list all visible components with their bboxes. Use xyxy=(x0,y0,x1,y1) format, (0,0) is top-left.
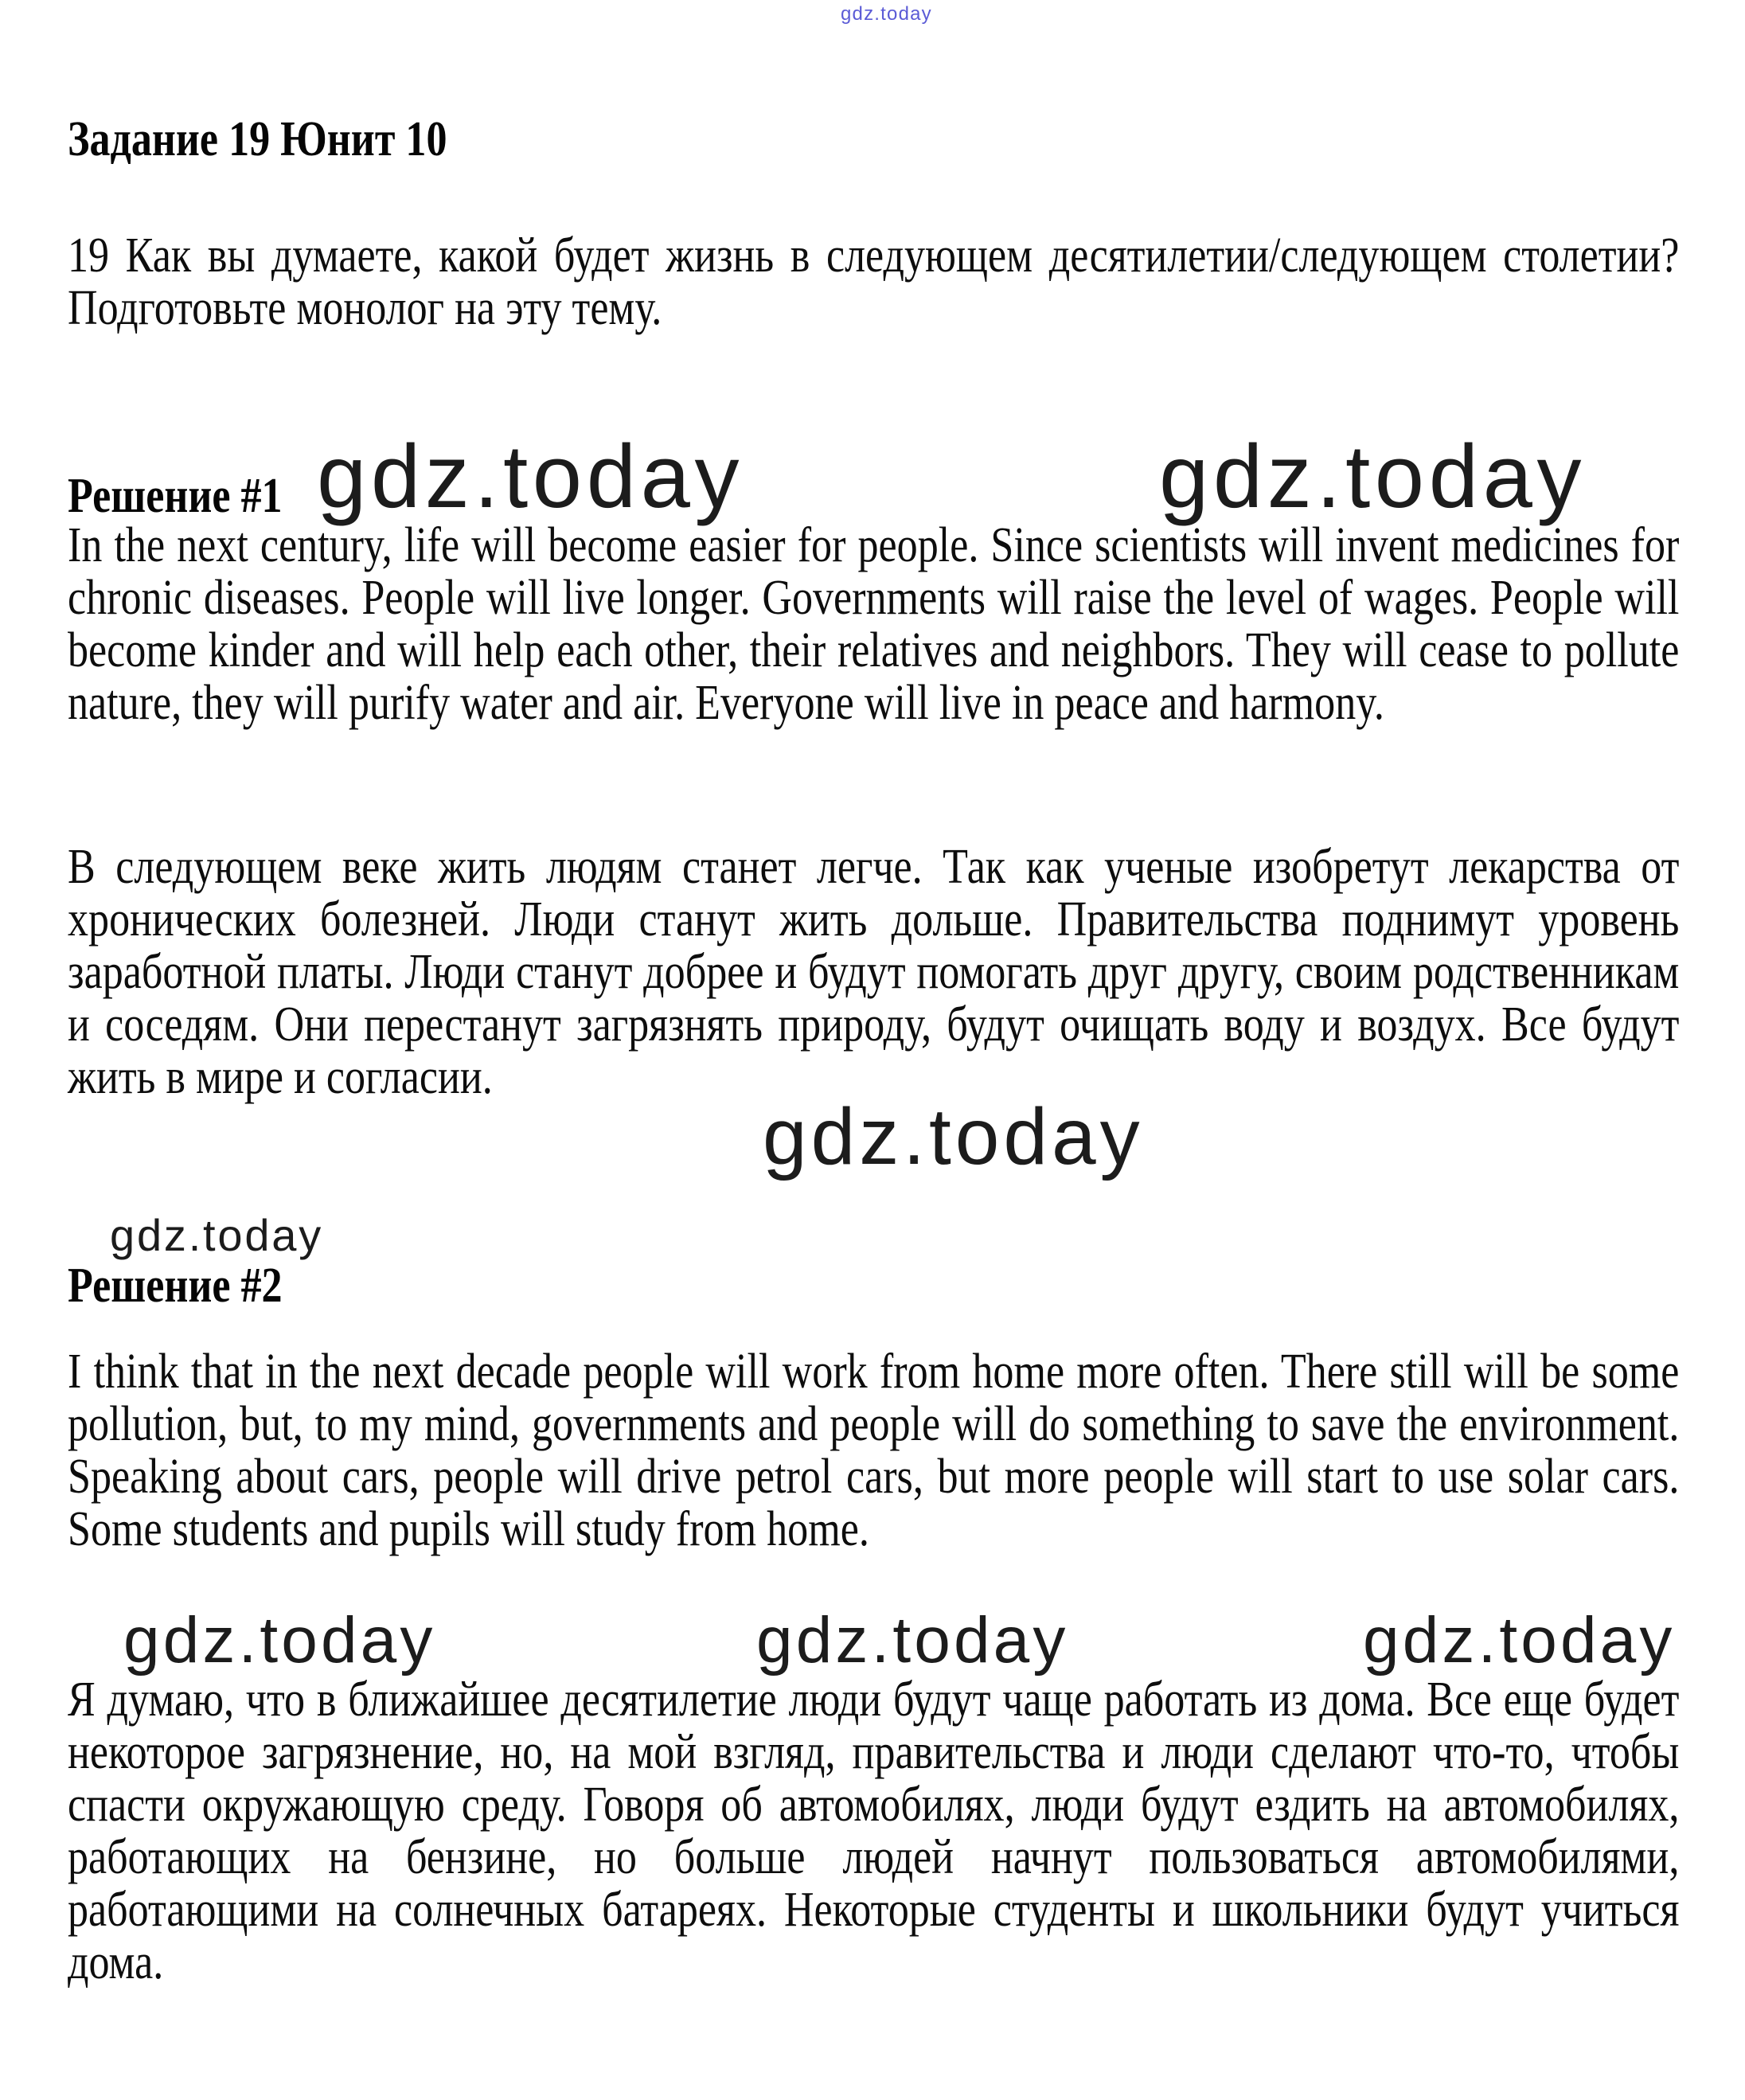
solution-1-russian-paragraph: В следующем веке жить людям станет легче. Так как ученые изобретут лекарства от хронических болезней. Люди станут жить дольше. Правительства поднимут уровень заработной платы. Люди станут добрее и будут помогать друг другу, своим родственникам и соседям. Они перестанут загрязнять природу, будут очищать воду и воздух. Все будут жить в мире и согласии. xyxy=(68,840,1680,1104)
gdz-watermark-row-center: gdz.today xyxy=(756,1604,1069,1676)
task-text: 19 Как вы думаете, какой будет жизнь в следующем десятилетии/следующем столетии? Подготовьте монолог на эту тему. xyxy=(68,228,1680,335)
gdz-watermark-large-left: gdz.today xyxy=(317,427,744,526)
gdz-watermark-small: gdz.today xyxy=(110,1210,324,1260)
solution-1-label: Решение #1 xyxy=(68,469,283,523)
page-title: Задание 19 Юнит 10 xyxy=(68,112,447,166)
solution-2-russian-paragraph: Я думаю, что в ближайшее десятилетие люди будут чаще работать из дома. Все еще будет некоторое загрязнение, но, на мой взгляд, правительства и люди сделают что-то, чтобы спасти окружающую среду. Говоря об автомобилях, люди будут ездить на автомобилях, работающих на бензине, но больше людей начнут пользоваться автомобилями, работающими на солнечных батареях. Некоторые студенты и школьники будут учиться дома. xyxy=(68,1673,1680,1989)
gdz-watermark-center: gdz.today xyxy=(763,1092,1144,1181)
solution-2-english-paragraph: I think that in the next decade people will work from home more often. There still will be some pollution, but, to my mind, governments and people will do something to save the environment. Speaking about cars, people will drive petrol cars, but more people will start to use solar cars. Some students and pupils will study from home. xyxy=(68,1345,1680,1556)
gdz-watermark-large-right: gdz.today xyxy=(1159,427,1587,526)
solution-2-label: Решение #2 xyxy=(68,1259,283,1313)
solution-1-english-paragraph: In the next century, life will become easier for people. Since scientists will invent medicines for chronic diseases. People will live longer. Governments will raise the level of wages. People will become kinder and will help each other, their relatives and neighbors. They will cease to pollute nature, they will purify water and air. Everyone will live in peace and harmony. xyxy=(68,518,1680,730)
gdz-watermark-row-right: gdz.today xyxy=(1363,1604,1676,1676)
gdz-watermark-top: gdz.today xyxy=(841,3,932,25)
gdz-watermark-row-left: gdz.today xyxy=(123,1604,436,1676)
